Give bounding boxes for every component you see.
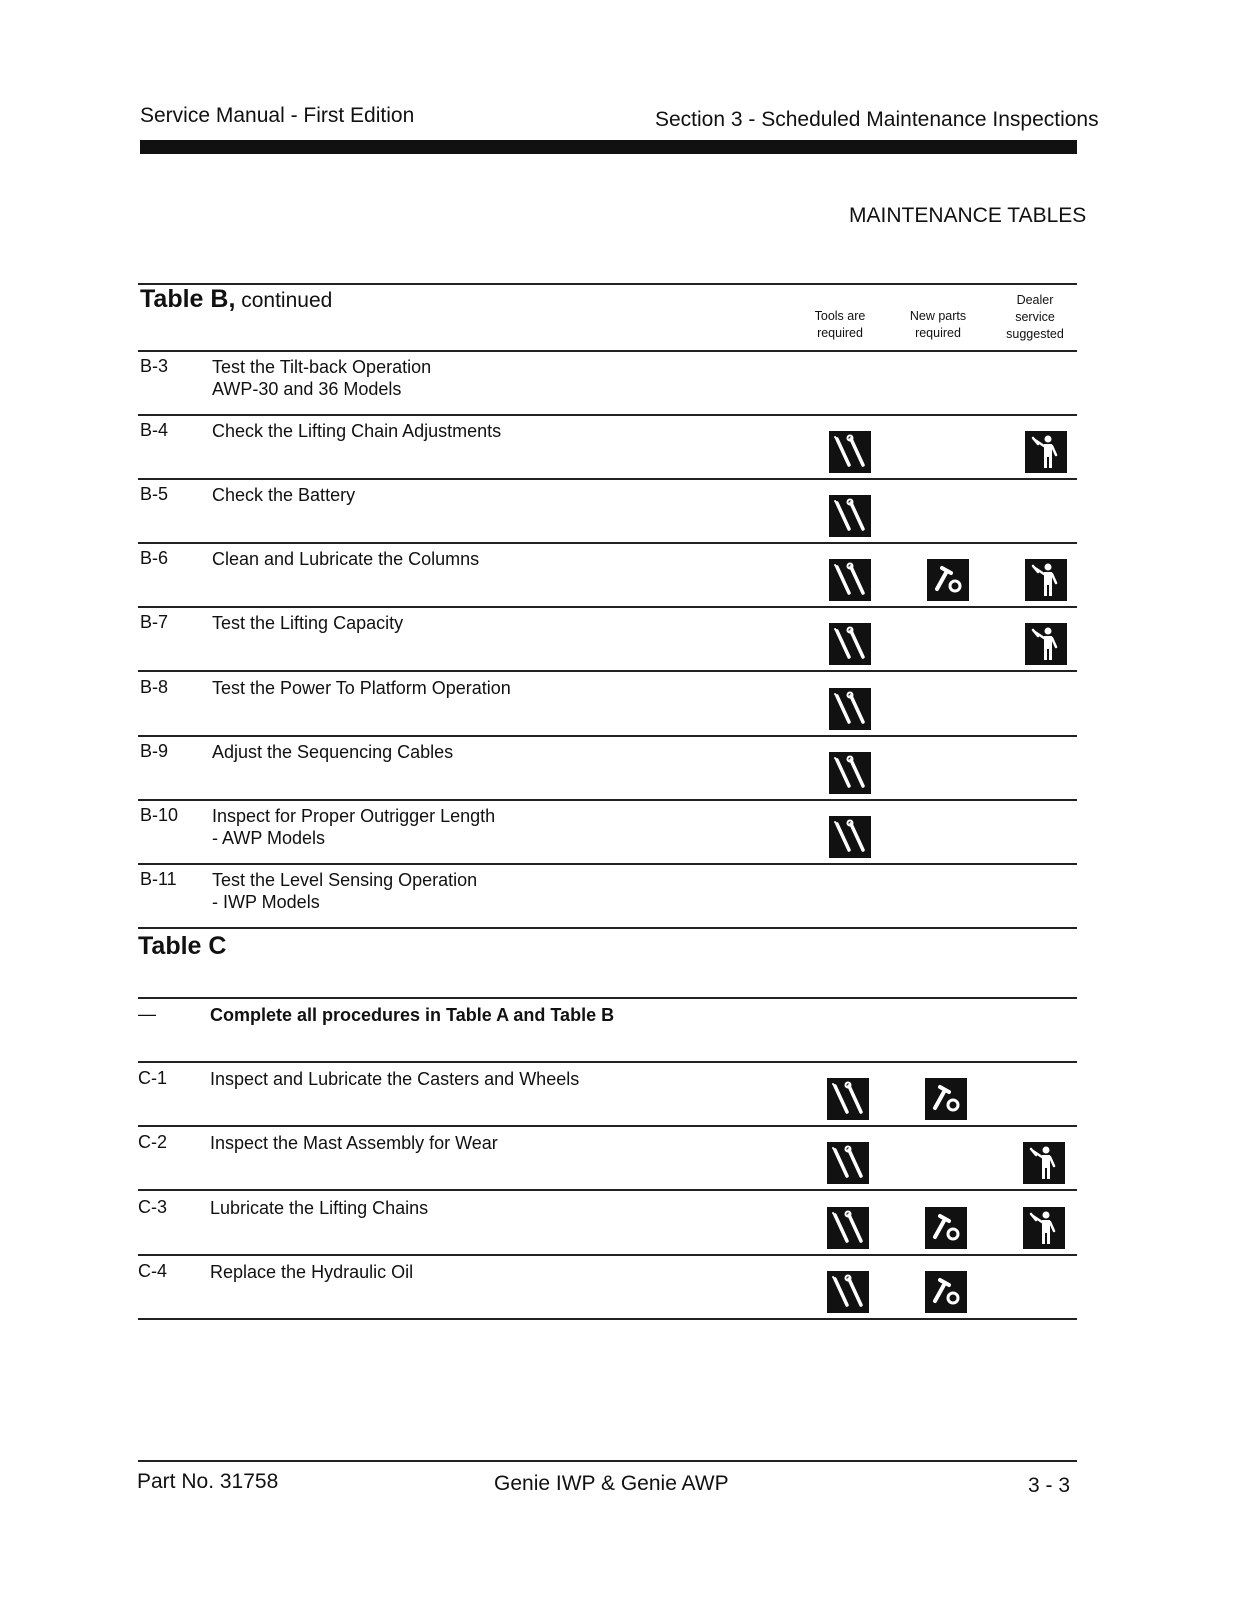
row-description: Check the Lifting Chain Adjustments: [212, 421, 502, 441]
bolt-nut-icon: [925, 1207, 967, 1249]
row-code: B-11: [140, 869, 177, 889]
row-rule: [138, 414, 1077, 416]
row-rule: [138, 1061, 1077, 1063]
footer-rule: [138, 1460, 1077, 1462]
screwdriver-wrench-icon: [827, 1271, 869, 1313]
service-technician-icon: [1025, 559, 1067, 601]
row-rule: [138, 542, 1077, 544]
row-description: Test the Power To Platform Operation: [212, 678, 511, 698]
row-rule: [138, 863, 1077, 865]
service-technician-icon: [1025, 431, 1067, 473]
screwdriver-wrench-icon: [829, 623, 871, 665]
row-code: C-1: [138, 1068, 168, 1088]
table-b-title-rest: continued: [235, 289, 333, 312]
row-description: Inspect and Lubricate the Casters and Wheels: [210, 1069, 580, 1089]
row-description: Inspect the Mast Assembly for Wear: [210, 1133, 498, 1153]
row-code: C-2: [138, 1132, 168, 1152]
row-code: B-8: [140, 677, 169, 697]
screwdriver-wrench-icon: [827, 1207, 869, 1249]
row-description: Test the Level Sensing Operation - IWP Models: [212, 870, 478, 912]
footer-part-number: Part No. 31758: [137, 1470, 279, 1493]
row-code: C-3: [138, 1197, 168, 1217]
row-rule: [138, 1254, 1077, 1256]
section-title: MAINTENANCE TABLES: [849, 204, 1087, 227]
bolt-nut-icon: [925, 1271, 967, 1313]
screwdriver-wrench-icon: [827, 1142, 869, 1184]
row-rule: [138, 927, 1077, 929]
row-code: C-4: [138, 1261, 168, 1281]
row-rule: [138, 478, 1077, 480]
screwdriver-wrench-icon: [829, 688, 871, 730]
row-code: B-6: [140, 548, 169, 568]
row-code: B-4: [140, 420, 169, 440]
row-code: B-7: [140, 612, 169, 632]
screwdriver-wrench-icon: [829, 752, 871, 794]
row-code: B-3: [140, 356, 169, 376]
row-rule: [138, 735, 1077, 737]
row-rule: [138, 799, 1077, 801]
row-description: Check the Battery: [212, 485, 356, 505]
row-code: B-10: [140, 805, 179, 825]
row-description: Test the Tilt-back Operation AWP-30 and 36 Models: [212, 357, 432, 399]
header-section-title: Section 3 - Scheduled Maintenance Inspections: [655, 108, 1099, 131]
screwdriver-wrench-icon: [829, 559, 871, 601]
row-description: Complete all procedures in Table A and Table B: [210, 1005, 615, 1025]
row-description: Lubricate the Lifting Chains: [210, 1198, 429, 1218]
column-header-parts: New parts required: [909, 309, 967, 340]
table-b-title: [140, 285, 332, 314]
row-rule: [138, 997, 1077, 999]
row-rule: [138, 1189, 1077, 1191]
table-b-title-bold: Table B,: [140, 285, 236, 313]
row-description: Clean and Lubricate the Columns: [212, 549, 480, 569]
row-description: Test the Lifting Capacity: [212, 613, 404, 633]
bolt-nut-icon: [925, 1078, 967, 1120]
row-code: B-5: [140, 484, 169, 504]
row-code: —: [138, 1004, 156, 1024]
header-manual-title: Service Manual - First Edition: [140, 104, 415, 127]
table-c-title: Table C: [138, 932, 227, 960]
service-technician-icon: [1023, 1207, 1065, 1249]
row-rule: [138, 606, 1077, 608]
service-technician-icon: [1025, 623, 1067, 665]
row-description: Inspect for Proper Outrigger Length - AWP Models: [212, 806, 496, 848]
row-rule: [138, 1125, 1077, 1127]
screwdriver-wrench-icon: [829, 431, 871, 473]
header-divider-bar: [140, 140, 1077, 154]
row-rule: [138, 350, 1077, 352]
row-rule: [138, 1318, 1077, 1320]
column-header-tools: Tools are required: [814, 309, 866, 340]
bolt-nut-icon: [927, 559, 969, 601]
row-code: B-9: [140, 741, 169, 761]
screwdriver-wrench-icon: [829, 816, 871, 858]
footer-product-name: Genie IWP & Genie AWP: [494, 1472, 729, 1495]
footer-page-number: 3 - 3: [1028, 1474, 1071, 1497]
column-header-dealer: Dealer service suggested: [1006, 293, 1064, 341]
row-description: Adjust the Sequencing Cables: [212, 742, 454, 762]
screwdriver-wrench-icon: [827, 1078, 869, 1120]
row-rule: [138, 670, 1077, 672]
service-technician-icon: [1023, 1142, 1065, 1184]
row-description: Replace the Hydraulic Oil: [210, 1262, 414, 1282]
screwdriver-wrench-icon: [829, 495, 871, 537]
